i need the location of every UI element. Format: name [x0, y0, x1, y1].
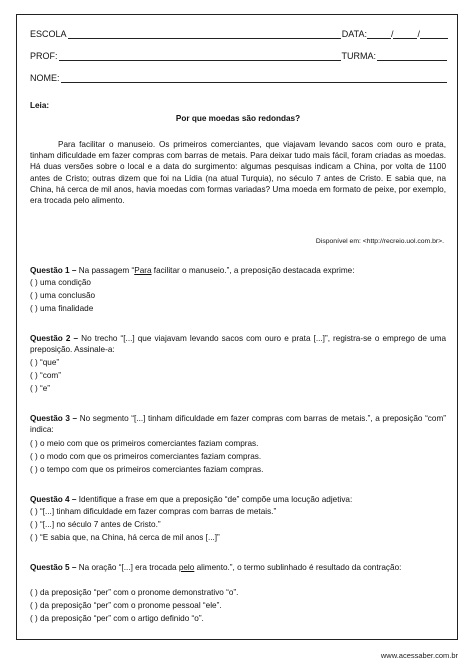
escola-label: ESCOLA [30, 29, 67, 39]
question-4-text: Identifique a frase em que a preposição “de” compõe uma locução adjetiva: [78, 495, 353, 504]
question-1-option-c[interactable]: ( ) uma finalidade [30, 304, 94, 313]
question-3-number: Questão 3 – [30, 414, 78, 423]
question-5-option-a[interactable]: ( ) da preposição “per” com o pronome demonstrativo “o”. [30, 588, 239, 597]
question-4-option-b[interactable]: ( ) “[...] no século 7 antes de Cristo.” [30, 520, 161, 529]
source-citation: Disponível em: <http://recreio.uol.com.br>. [315, 238, 444, 245]
question-4-option-a[interactable]: ( ) “[...] tinham dificuldade em fazer compras com barras de metais.” [30, 507, 277, 516]
question-4-number: Questão 4 – [30, 495, 77, 504]
header-row-nome [30, 73, 448, 83]
question-3-option-c[interactable]: ( ) o tempo com que os primeiros comerciantes faziam compras. [30, 465, 264, 474]
date-month-field[interactable] [390, 29, 417, 39]
data-label: DATA: [341, 29, 367, 39]
turma-field[interactable] [377, 51, 447, 61]
question-2-option-a[interactable]: ( ) “que” [30, 358, 60, 367]
text-title: Por que moedas são redondas? [175, 114, 301, 123]
question-3-text: No segmento “[...] tinham dificuldade em fazer compras com barras de metais.”, a preposição “com” indica: [30, 414, 447, 435]
header-row-escola [30, 29, 448, 39]
date-year-field[interactable] [420, 29, 448, 39]
question-1-highlight: Para [134, 266, 152, 275]
question-1-number: Questão 1 – [30, 266, 77, 275]
worksheet-frame [16, 14, 458, 640]
question-2-option-c[interactable]: ( ) “e” [30, 384, 51, 393]
question-1-option-a[interactable]: ( ) uma condição [30, 278, 91, 287]
question-2-option-b[interactable]: ( ) “com” [30, 371, 61, 380]
question-2 [30, 333, 446, 355]
question-2-text: No trecho “[...] que viajavam levando sacos com ouro e prata [...]”, registra-se o emprego de uma preposição. Assinale-a: [30, 334, 446, 355]
question-2-number: Questão 2 – [30, 334, 79, 343]
nome-label: NOME: [30, 73, 60, 83]
question-3 [30, 413, 446, 435]
question-5-option-b[interactable]: ( ) da preposição “per” com o pronome pessoal “ele”. [30, 601, 222, 610]
question-3-option-b[interactable]: ( ) o modo com que os primeiros comerciantes faziam compras. [30, 452, 262, 461]
question-1 [30, 265, 446, 276]
date-day-field[interactable] [367, 29, 391, 39]
prof-field[interactable] [59, 51, 341, 61]
question-1-text-post: facilitar o manuseio.”, a preposição destacada exprime: [151, 266, 355, 275]
question-5-option-c[interactable]: ( ) da preposição “per” com o artigo definido “o”. [30, 614, 204, 623]
question-5-highlight: pelo [178, 563, 195, 572]
question-4 [30, 494, 446, 505]
question-1-text-pre: Na passagem “ [78, 266, 135, 275]
question-3-option-a[interactable]: ( ) o meio com que os primeiros comerciantes faziam compras. [30, 439, 259, 448]
read-instruction: Leia: [30, 101, 50, 110]
escola-field[interactable] [68, 29, 341, 39]
question-1-option-b[interactable]: ( ) uma conclusão [30, 291, 96, 300]
date-separator: / [390, 29, 394, 39]
question-5-number: Questão 5 – [30, 563, 77, 572]
question-5 [30, 562, 446, 573]
date-separator: / [417, 29, 420, 39]
site-footer: www.acessaber.com.br [380, 651, 458, 660]
turma-label: TURMA: [341, 51, 376, 61]
passage-text: Para facilitar o manuseio. Os primeiros comerciantes, que viajavam levando sacos com ouro e prata, tinham dificuldade em fazer compras com barras de metais. Para deixar tudo mais fácil, foram criadas as moedas. Há duas versões sobre o local e a data do surgimento: algumas pesquisas indicam a China, por volta de 1100 antes de Cristo; outras dizem que foi na Lídia (na atual Turquia), no século 7 antes de Cristo. E sabia que, na China, há cerca de mil anos, havia moedas com formas variadas? Uma moeda em formato de peixe, por exemplo, era trocada pelo alimento. [30, 140, 446, 206]
prof-label: PROF: [30, 51, 58, 61]
question-5-text-post: alimento.”, o termo sublinhado é resultado da contração: [194, 563, 402, 572]
header-row-prof [30, 51, 448, 61]
question-5-text-pre: Na oração “[...] era trocada [78, 563, 179, 572]
question-4-option-c[interactable]: ( ) “E sabia que, na China, há cerca de mil anos [...]” [30, 533, 220, 542]
nome-field[interactable] [61, 73, 447, 83]
